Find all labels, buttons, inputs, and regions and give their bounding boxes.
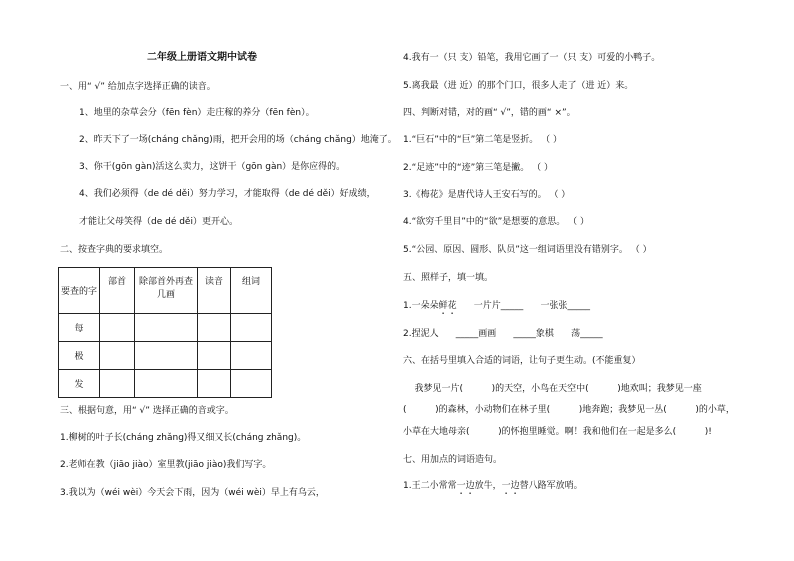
table-blank-cell[interactable] <box>100 314 135 342</box>
table-blank-cell[interactable] <box>100 342 135 370</box>
section-4-heading: 四、判断对错，对的画“ √”，错的画“ ×”。 <box>403 108 576 118</box>
s1-question-2: 2、昨天下了一场(cháng chǎng)雨，把开会用的场（cháng chǎng）地淹了。 <box>79 135 397 145</box>
s7-prefix: 1.王二小常常 <box>403 481 457 491</box>
table-header-cell: 要查的字 <box>59 268 100 314</box>
table-blank-cell[interactable] <box>135 342 198 370</box>
table-header-row <box>59 268 272 314</box>
s7-dotted-word-2: 一边 <box>501 481 520 491</box>
s1-question-4b: 才能让父母笑得（de dé děi）更开心。 <box>79 217 238 227</box>
table-blank-cell[interactable] <box>231 342 272 370</box>
s5-line-1 <box>403 300 590 317</box>
s5-dotted-word: 鲜花 <box>438 301 457 311</box>
table-header-cell: 读音 <box>198 268 231 314</box>
s7-middle: 放牛， <box>474 481 502 491</box>
page-title: 二年级上册语文期中试卷 <box>147 52 257 63</box>
table-blank-cell[interactable] <box>231 370 272 398</box>
s4-question-4: 4.“欲穷千里目”中的“欲”是想要的意思。 （ ） <box>403 217 589 227</box>
s6-paragraph-3: 小草在大地母亲( )的怀抱里睡觉。啊！我和他们在一起是多么( )! <box>403 427 712 437</box>
s6-paragraph-1: 我梦见一片( )的天空，小鸟在天空中( )地欢叫；我梦见一座 <box>403 384 702 394</box>
s1-question-3: 3、你干(gōn gàn)活这么卖力，这饼干（gōn gàn）是你应得的。 <box>79 162 346 172</box>
s7-end: 替八路军放哨。 <box>519 481 583 491</box>
table-header-cell: 除部首外再查几画 <box>135 268 198 314</box>
table-blank-cell[interactable] <box>135 314 198 342</box>
table-row <box>59 314 272 342</box>
s5-line-2-rest: _____画画 _____象棋 荡_____ <box>438 329 603 339</box>
s5-line-1-prefix: 1.一朵朵 <box>403 301 439 311</box>
s7-question-1 <box>403 480 583 497</box>
table-row <box>59 342 272 370</box>
s1-question-1: 1、地里的杂草会分（fēn fèn）走庄稼的养分（fēn fèn）。 <box>79 108 315 118</box>
table-char-cell: 每 <box>59 314 100 342</box>
s4-question-2: 2.“足迹”中的“迹”第三笔是撇。 （ ） <box>403 163 553 173</box>
table-blank-cell[interactable] <box>135 370 198 398</box>
s7-dotted-word-1: 一边 <box>456 481 475 491</box>
section-5-heading: 五、照样子，填一填。 <box>403 273 494 283</box>
section-2-heading: 二、按查字典的要求填空。 <box>60 245 169 255</box>
section-6-heading: 六、在括号里填入合适的词语，让句子更生动。(不能重复） <box>403 356 641 366</box>
table-blank-cell[interactable] <box>198 342 231 370</box>
table-header-cell: 部首 <box>100 268 135 314</box>
table-blank-cell[interactable] <box>231 314 272 342</box>
s3-question-5: 5.离我最（进 近）的那个门口，很多人走了（进 近）来。 <box>403 81 634 91</box>
table-char-cell: 发 <box>59 370 100 398</box>
s4-question-1: 1.“巨石”中的“巨”第二笔是竖折。 （ ） <box>403 135 562 145</box>
s5-line-2 <box>403 328 603 340</box>
s3-question-1: 1.柳树的叶子长(cháng zhǎng)得又细又长(cháng zhǎng)。 <box>60 433 307 443</box>
section-7-heading: 七、用加点的词语造句。 <box>403 455 503 465</box>
table-blank-cell[interactable] <box>100 370 135 398</box>
table-row <box>59 370 272 398</box>
s1-question-4a: 4、我们必须得（de dé děi）努力学习，才能取得（de dé děi）好成绩， <box>79 189 376 199</box>
table-char-cell: 极 <box>59 342 100 370</box>
section-3-heading: 三、根据句意，用“ √” 选择正确的音或字。 <box>60 406 234 416</box>
s6-paragraph-2: ( )的森林，小动物们在林子里( )地奔跑；我梦见一丛( )的小草， <box>403 405 735 415</box>
s4-question-3: 3.《梅花》是唐代诗人王安石写的。 （ ） <box>403 190 571 200</box>
section-1-heading: 一、用“ √” 给加点字选择正确的读音。 <box>60 82 216 92</box>
s3-question-4: 4.我有一（只 支）铅笔，我用它画了一（只 支）可爱的小鸭子。 <box>403 53 661 63</box>
s5-line-2-prefix: 2.捏泥人 <box>403 329 439 339</box>
table-blank-cell[interactable] <box>198 370 231 398</box>
s4-question-5: 5.“公园、原因、圆形、队员”这一组词语里没有错别字。 （ ） <box>403 245 652 255</box>
s5-line-1-rest: 一片片_____ 一张张_____ <box>456 301 590 311</box>
table-header-cell: 组词 <box>231 268 272 314</box>
dictionary-table <box>58 267 272 398</box>
s3-question-2: 2.老师在教（jiāo jiào）室里教(jiāo jiào)我们写字。 <box>60 460 272 470</box>
table-blank-cell[interactable] <box>198 314 231 342</box>
s3-question-3: 3.我以为（wéi wèi）今天会下雨，因为（wéi wèi）早上有乌云， <box>60 488 325 498</box>
